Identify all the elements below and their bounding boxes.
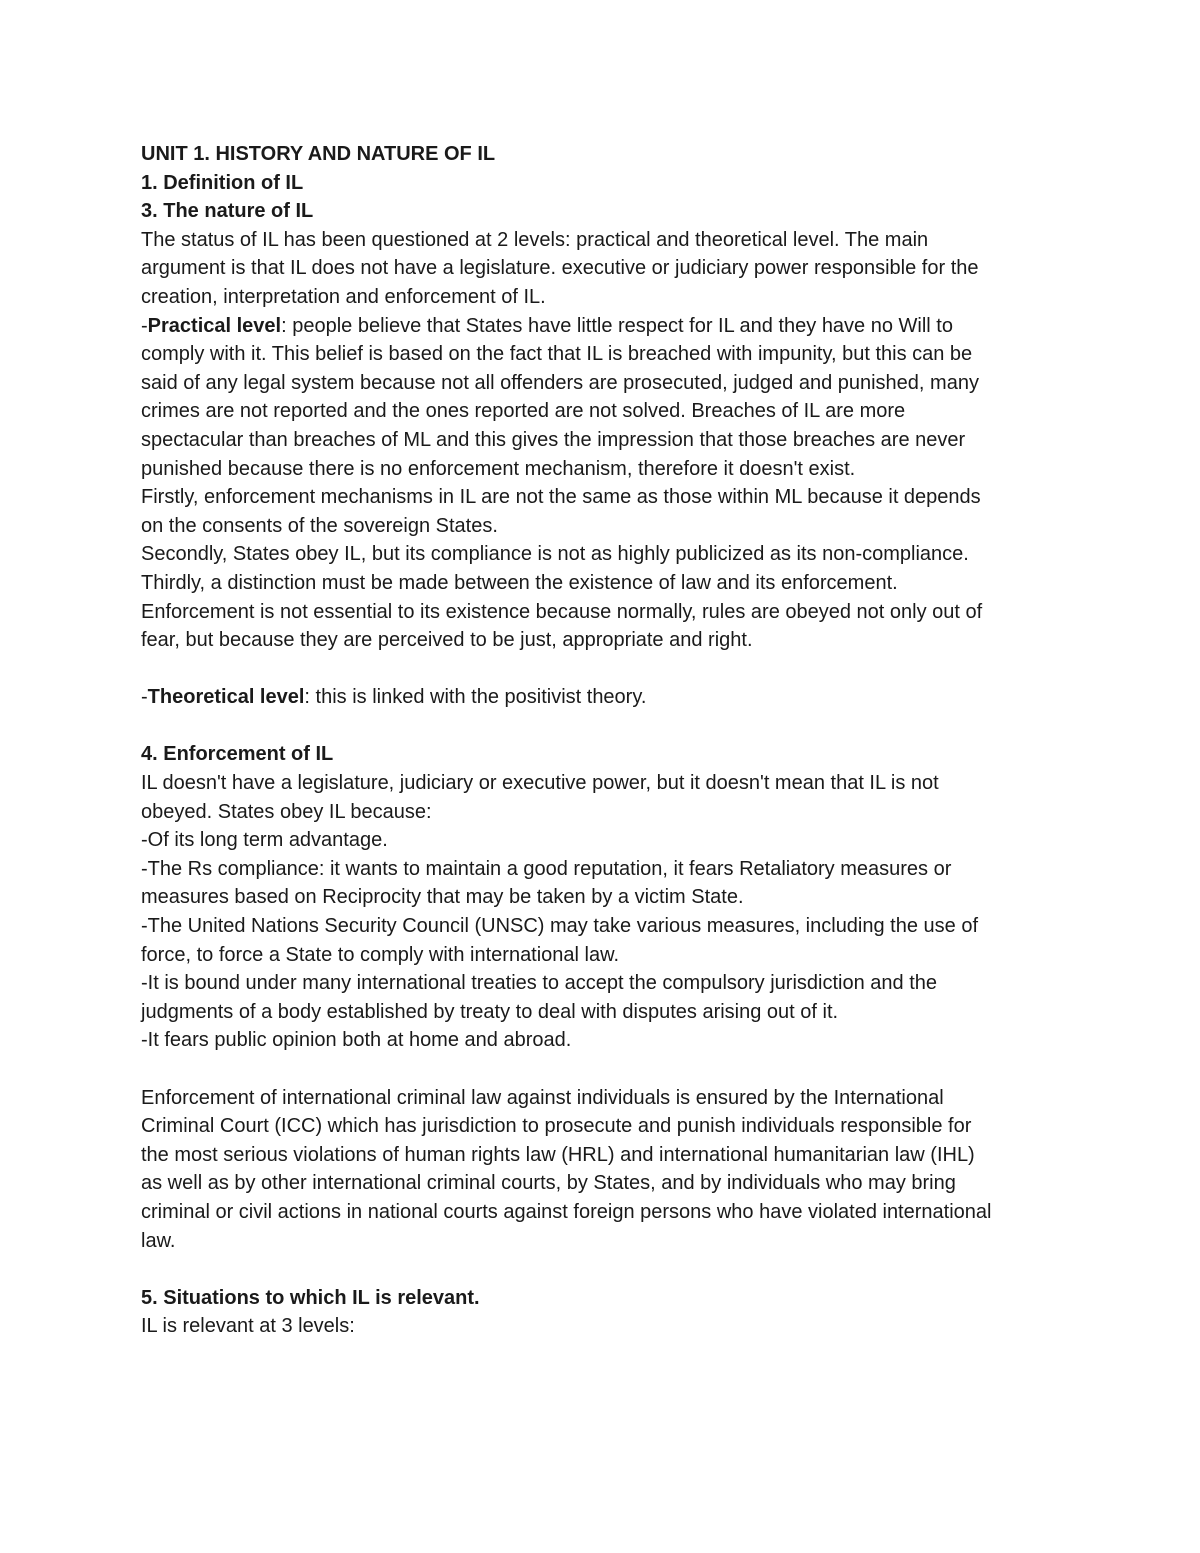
list-item: -Of its long term advantage. <box>141 829 388 852</box>
paragraph-line: Criminal Court (ICC) which has jurisdiction to prosecute and punish individuals responsible for <box>141 1115 972 1138</box>
paragraph-line: judgments of a body established by treaty to deal with disputes arising out of it. <box>141 1000 839 1023</box>
blank-line <box>141 1255 1071 1284</box>
section-heading-situations: 5. Situations to which IL is relevant. <box>141 1286 480 1309</box>
list-item: -It fears public opinion both at home and abroad. <box>141 1029 572 1052</box>
section-heading-nature: 3. The nature of IL <box>141 200 314 223</box>
paragraph-line: said of any legal system because not all offenders are prosecuted, judged and punished, many <box>141 371 979 394</box>
paragraph-line: fear, but because they are perceived to be just, appropriate and right. <box>141 629 753 652</box>
paragraph-line: argument is that IL does not have a legislature. executive or judiciary power responsible for the <box>141 257 979 280</box>
paragraph-line: comply with it. This belief is based on the fact that IL is breached with impunity, but this can be <box>141 343 973 366</box>
paragraph-line: spectacular than breaches of ML and this gives the impression that those breaches are never <box>141 428 966 451</box>
paragraph-line: crimes are not reported and the ones reported are not solved. Breaches of IL are more <box>141 400 906 423</box>
theoretical-prefix: - <box>141 686 148 709</box>
section-heading-definition: 1. Definition of IL <box>141 171 304 194</box>
paragraph-line: criminal or civil actions in national courts against foreign persons who have violated international <box>141 1200 992 1223</box>
list-item: -The United Nations Security Council (UNSC) may take various measures, including the use of <box>141 915 979 938</box>
paragraph-line: law. <box>141 1229 176 1252</box>
paragraph-line: force, to force a State to comply with international law. <box>141 943 620 966</box>
list-item: -It is bound under many international treaties to accept the compulsory jurisdiction and the <box>141 972 937 995</box>
blank-line <box>141 655 1071 684</box>
paragraph-line: obeyed. States obey IL because: <box>141 800 432 823</box>
paragraph-line: on the consents of the sovereign States. <box>141 514 498 537</box>
blank-line <box>141 712 1071 741</box>
list-item: -The Rs compliance: it wants to maintain a good reputation, it fears Retaliatory measures or <box>141 857 952 880</box>
paragraph-line: Enforcement is not essential to its existence because normally, rules are obeyed not only out of <box>141 600 983 623</box>
paragraph-line: Thirdly, a distinction must be made between the existence of law and its enforcement. <box>141 571 898 594</box>
practical-level-line <box>141 312 1071 341</box>
paragraph-line: IL is relevant at 3 levels: <box>141 1315 355 1338</box>
paragraph-line: as well as by other international criminal courts, by States, and by individuals who may bring <box>141 1172 956 1195</box>
paragraph-line: Firstly, enforcement mechanisms in IL are not the same as those within ML because it depends <box>141 486 981 509</box>
theoretical-level-line <box>141 683 1071 712</box>
blank-line <box>141 1055 1071 1084</box>
practical-level-text: : people believe that States have little respect for IL and they have no Will to <box>281 314 953 337</box>
paragraph-line: punished because there is no enforcement mechanism, therefore it doesn't exist. <box>141 457 856 480</box>
practical-level-label: Practical level <box>147 314 282 337</box>
theoretical-level-label: Theoretical level <box>147 686 305 709</box>
paragraph-line: creation, interpretation and enforcement of IL. <box>141 285 546 308</box>
paragraph-line: Enforcement of international criminal law against individuals is ensured by the International <box>141 1086 944 1109</box>
paragraph-line: measures based on Reciprocity that may be taken by a victim State. <box>141 886 744 909</box>
paragraph-line: Secondly, States obey IL, but its compliance is not as highly publicized as its non-compliance. <box>141 543 969 566</box>
practical-prefix: - <box>141 314 148 337</box>
paragraph-line: the most serious violations of human rights law (HRL) and international humanitarian law (IHL) <box>141 1143 975 1166</box>
paragraph-line: The status of IL has been questioned at 2 levels: practical and theoretical level. The main <box>141 228 929 251</box>
document-page <box>141 140 1071 1341</box>
theoretical-level-text: : this is linked with the positivist theory. <box>304 686 647 709</box>
paragraph-line: IL doesn't have a legislature, judiciary or executive power, but it doesn't mean that IL is not <box>141 772 939 795</box>
section-heading-enforcement: 4. Enforcement of IL <box>141 743 334 766</box>
unit-title: UNIT 1. HISTORY AND NATURE OF IL <box>141 143 496 165</box>
